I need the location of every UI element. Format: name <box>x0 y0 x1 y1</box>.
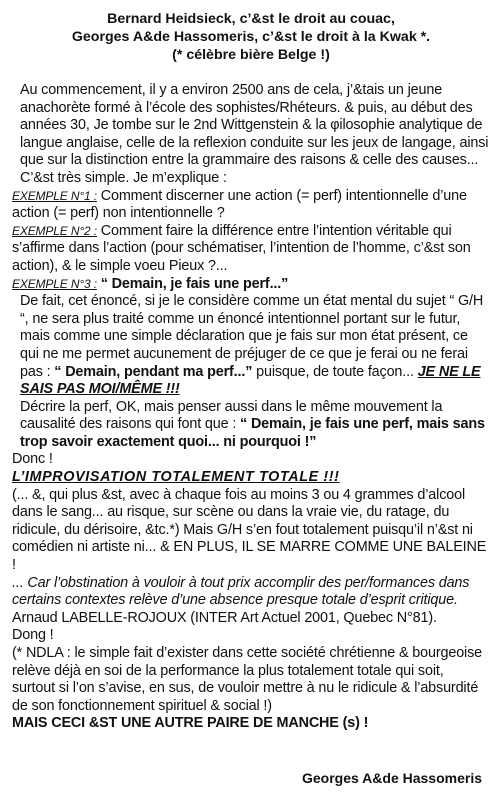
citation-text: ... Car l’obstination à vouloir à tout prix accomplir des per/formances dans certains contextes relève d’une absence presque totale d’esprit critique. <box>12 574 470 609</box>
example-3-quote: “ Demain, je fais une perf...” <box>96 275 289 292</box>
example-3-label: EXEMPLE N°3 : <box>12 276 97 291</box>
example-1 <box>12 188 490 223</box>
dong-line: Dong ! <box>12 627 54 644</box>
example-2-label: EXEMPLE N°2 : <box>12 223 97 238</box>
paragraph-causality-text: Décrire la perf, OK, mais penser aussi dans le même mouvement la causalité des raisons qui font que : <box>20 398 443 433</box>
title-block <box>12 10 490 64</box>
title-line-3: (* célèbre bière Belge !) <box>172 47 330 63</box>
example-1-text: Comment discerner une action (= perf) intentionnelle d’une action (= perf) non intentionnelle ? <box>12 187 467 222</box>
example-3 <box>12 276 490 294</box>
citation <box>12 575 490 628</box>
paragraph-intention-emphasis: JE NE LE SAIS PAS MOI/MÊME !!! <box>20 363 481 398</box>
example-2 <box>12 223 490 276</box>
title-line-1: Bernard Heidsieck, c’&st le droit au couac, <box>107 11 395 27</box>
paragraph-intention <box>12 293 490 399</box>
intro-paragraph: Au commencement, il y a environ 2500 ans de cela, j’&tais un jeune anachorète formé à l’école des sophistes/Rhéteurs. & puis, au début des années 30, Je tombe sur le 2nd Wittgenstein & la φilosophie analytique de langue anglaise, celle de la reflexion conduite sur les jeux de langage, ainsi que sur la distinction entre la grammaire des raisons & celle des causes... C’&st très simple. Je m’explique : <box>20 82 489 186</box>
paragraph-intention-cont: puisque, de toute façon... <box>252 363 418 380</box>
body-text <box>12 82 490 733</box>
signature: Georges A&de Hassomeris <box>302 770 482 786</box>
closing-line: MAIS CECI &ST UNE AUTRE PAIRE DE MANCHE (s) ! <box>12 715 369 732</box>
title-line-2: Georges A&de Hassomeris, c’&st le droit à la Kwak *. <box>71 29 431 45</box>
citation-source: Arnaud LABELLE-ROJOUX (INTER Art Actuel 2001, Quebec N°81). <box>12 609 437 626</box>
improvisation-heading: L’IMPROVISATION TOTALEMENT TOTALE !!! <box>12 469 340 486</box>
paragraph-causality <box>12 399 490 452</box>
paragraph-intention-text: De fait, cet énoncé, si je le considère comme un état mental du sujet “ G/H “, ne sera plus traité comme un énoncé intentionnel portant sur le futur, mais comme une simple déclaration que je fais sur mon état présent, ce qui ne me permet aucunement de préjuger de ce que je ferai ou ne ferai pas : <box>20 293 484 380</box>
paragraph-causality-quote: “ Demain, je fais une perf, mais sans trop savoir exactement quoi... ni pourquoi !” <box>20 416 485 450</box>
donc-line: Donc ! <box>12 451 53 468</box>
document-page <box>12 10 490 733</box>
author-note: (* NDLA : le simple fait d’exister dans cette société chrétienne & bourgeoise relève déjà en soi de la performance la plus totalement totale qui soit, surtout si l’on s’avise, en sus, de vouloir mettre à nu le ridicule & l’absurdité de son fonctionnement spirituel & social !) <box>12 645 482 714</box>
paragraph-intention-quote: “ Demain, pendant ma perf...” <box>54 363 253 380</box>
example-1-label: EXEMPLE N°1 : <box>12 188 97 203</box>
example-2-text: Comment faire la différence entre l’intention véritable qui s’affirme dans l’action (pour schématiser, l’intention de l’homme, c’&st son action), & le simple voeu Pieux ?... <box>12 222 471 274</box>
paragraph-alcohol: (... &, qui plus &st, avec à chaque fois au moins 3 ou 4 grammes d’alcool dans le sang... au risque, sur scène ou dans la vraie vie, du ratage, du ridicule, du dérisoire, &tc.*) Mais G/H s’en fout totalement puisqu’il n’&st ni comédien ni artiste ni... & EN PLUS, IL SE MARRE COMME UNE BALEINE ! <box>12 486 487 574</box>
